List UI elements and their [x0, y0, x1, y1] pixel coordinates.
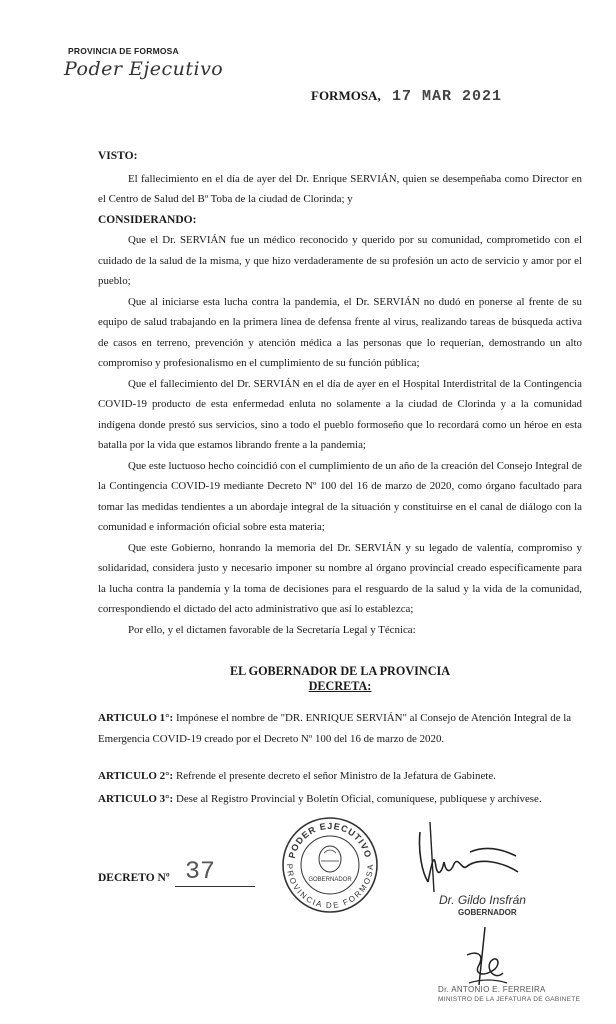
seal-center-text: GOBERNADOR	[308, 877, 352, 883]
decreto-label: DECRETO Nº	[98, 872, 170, 884]
signer1-name: Dr. Gildo Insfrán	[439, 893, 526, 907]
considerando-paragraph: Que este luctuoso hecho coincidió con el cumplimiento de un año de la creación del Consejo Integral de la Contingencia COVID-19 mediante Decreto Nº 100 del 16 de marzo de 2020, como órgano facultado para tomar las medidas tendientes a un abordaje integral de la situación y constituirse en el canal de diálogo con la comunidad e información oficial sobre esta materia;	[98, 459, 582, 533]
article-label: ARTICULO 1°:	[98, 712, 174, 724]
visto-heading: VISTO:	[98, 150, 138, 162]
seal-top-text: PODER EJECUTIVO	[286, 820, 374, 860]
city: FORMOSA,	[311, 88, 381, 103]
article-text: Impónese el nombre de "DR. ENRIQUE SERVIÁN" al Consejo de Atención Integral de la Emergencia COVID-19 creado por el Decreto Nº 100 del 16 de marzo de 2020.	[98, 712, 572, 745]
considerando-paragraph: Que el fallecimiento del Dr. SERVIÁN en el día de ayer en el Hospital Interdistrital de la Contingencia COVID-19 producto de esta enfermedad enluta no solamente a la ciudad de Clorinda y a la comunidad indígena donde prestó sus servicios, sino a todo el pueblo formoseño que lo recordará como un héroe en esta batalla por la vida que estamos librando frente a la pandemia;	[98, 377, 582, 451]
svg-text:PROVINCIA DE FORMOSA	[285, 864, 375, 910]
resolution-heading	[98, 664, 582, 694]
signer1-role: GOBERNADOR	[458, 908, 517, 917]
decreto-number: 37	[185, 857, 216, 886]
considerando-paragraph: Que este Gobierno, honrando la memoria del Dr. SERVIÁN y su legado de valentía, compromiso y solidaridad, considera justo y necesario imponer su nombre al órgano provincial creado específicamente para la lucha contra la pandemia y la toma de decisiones para el resguardo de la salud y la vida de la comunidad, correspondiendo el dictado del acto administrativo que así lo establezca;	[98, 541, 582, 615]
date-line	[311, 88, 502, 105]
article-label: ARTICULO 3°:	[98, 793, 174, 805]
considerando-paragraph: Que el Dr. SERVIÁN fue un médico reconocido y querido por su comunidad, comprometido con el cuidado de la salud de la misma, y que hizo verdaderamente de su profesión un acto de servicio y amor por el pueblo;	[98, 234, 582, 287]
signer2-role: MINISTRO DE LA JEFATURA DE GABINETE	[438, 996, 581, 1003]
governor-signature	[400, 812, 530, 902]
article-text: Refrende el presente decreto el señor Ministro de la Jefatura de Gabinete.	[175, 770, 496, 782]
article-1	[98, 708, 582, 749]
considerando-heading: CONSIDERANDO:	[98, 213, 197, 226]
decreta-verb: DECRETA:	[308, 679, 372, 693]
visto-text: El fallecimiento en el día de ayer del Dr. Enrique SERVIÁN, quien se desempeñaba como Director en el Centro de Salud del Bº Toba de la ciudad de Clorinda; y	[98, 172, 582, 205]
article-text: Dese al Registro Provincial y Boletín Oficial, comuníquese, publíquese y archívese.	[175, 793, 542, 805]
decreto-underline	[175, 886, 255, 887]
considerando-paragraph: Que al iniciarse esta lucha contra la pandemia, el Dr. SERVIÁN no dudó en ponerse al frente de su equipo de salud trabajando en la primera línea de defensa frente al virus, realizando tareas de búsqueda activa de casos en terreno, prevención y atención médica a las personas que lo requerían, demostrando un alto compromiso y profesionalismo en el cumplimiento de su función pública;	[98, 295, 582, 369]
date-stamp: 17 MAR 2021	[391, 88, 502, 105]
authority: EL GOBERNADOR DE LA PROVINCIA	[229, 664, 451, 678]
official-seal-icon	[280, 815, 380, 915]
article-2	[98, 766, 582, 787]
document-body	[98, 146, 582, 640]
article-3	[98, 789, 582, 810]
executive-office-logo: Poder Ejecutivo	[64, 58, 224, 80]
article-label: ARTICULO 2°:	[98, 770, 174, 782]
considerando-paragraph: Por ello, y el dictamen favorable de la Secretaría Legal y Técnica:	[128, 623, 416, 636]
signer2-name: Dr. ANTONIO E. FERREIRA	[438, 985, 546, 994]
svg-text:PODER EJECUTIVO	[287, 821, 374, 859]
seal-bottom-text: PROVINCIA DE FORMOSA	[284, 863, 376, 911]
province-name: PROVINCIA DE FORMOSA	[68, 46, 179, 56]
